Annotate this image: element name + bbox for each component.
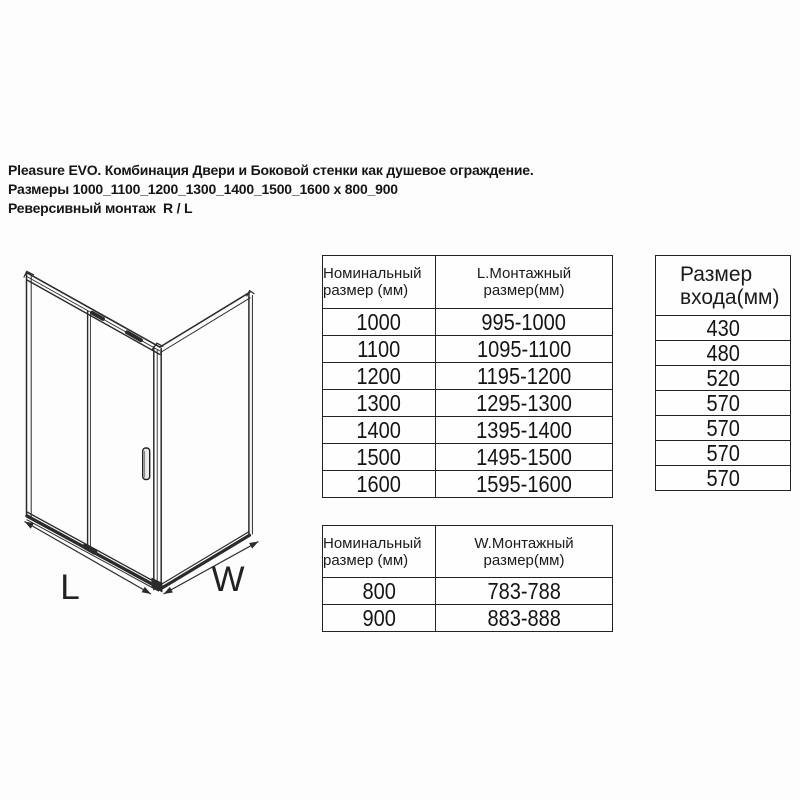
table-header-row — [323, 256, 613, 309]
header-line: W.Монтажный — [474, 534, 574, 552]
header-line: Номинальный — [323, 265, 422, 282]
table-row — [656, 391, 791, 416]
entry-size-table — [655, 255, 791, 491]
header-line: размер (мм) — [323, 282, 409, 299]
nominal-size-cell: 1600 — [323, 471, 436, 498]
table-row — [323, 309, 613, 336]
mounting-size-cell: 1495-1500 — [436, 444, 613, 471]
length-label: L — [60, 568, 80, 607]
page-header — [8, 161, 534, 218]
nominal-size-cell: 1100 — [323, 336, 436, 363]
entry-size-cell: 430 — [656, 316, 791, 341]
mounting-size-cell: 1395-1400 — [436, 417, 613, 444]
table-header-row — [323, 526, 613, 578]
side-panel — [160, 291, 254, 589]
header-line: Размер — [680, 262, 753, 286]
nominal-size-cell: 900 — [323, 605, 436, 632]
table-row — [656, 466, 791, 491]
mounting-size-cell: 995-1000 — [436, 309, 613, 336]
nominal-size-cell: 1300 — [323, 390, 436, 417]
mounting-size-cell: 1595-1600 — [436, 471, 613, 498]
door-handle — [143, 448, 150, 480]
table-row — [656, 416, 791, 441]
header-line: L.Монтажный — [476, 265, 572, 282]
entry-size-cell: 480 — [656, 341, 791, 366]
table-row — [323, 471, 613, 498]
nominal-size-header — [323, 526, 436, 578]
table-row — [656, 441, 791, 466]
entry-size-cell: 570 — [656, 466, 791, 491]
top-rail-lower — [27, 280, 160, 355]
nominal-size-cell: 800 — [323, 578, 436, 605]
shower-enclosure-diagram — [0, 250, 300, 610]
l-mounting-size-header — [436, 256, 613, 309]
title-line-3: Реверсивный монтаж R / L — [8, 200, 193, 216]
nominal-size-cell: 1400 — [323, 417, 436, 444]
side-top-rail-upper — [160, 292, 250, 347]
bottom-rail-lower — [27, 520, 159, 591]
entry-size-cell: 570 — [656, 416, 791, 441]
table-row — [656, 366, 791, 391]
mounting-size-cell: 1195-1200 — [436, 363, 613, 390]
top-rail-upper — [27, 273, 160, 347]
header-line: Номинальный — [323, 534, 422, 552]
mounting-size-cell: 1295-1300 — [436, 390, 613, 417]
title-line-1: Pleasure EVO. Комбинация Двери и Боковой стенки как душевое ограждение. — [8, 162, 534, 178]
header-line: размер(мм) — [483, 551, 565, 569]
side-right-cap — [247, 291, 254, 296]
l-dimensions-table — [322, 255, 613, 498]
mounting-size-cell: 883-888 — [436, 605, 613, 632]
front-door-unit — [24, 271, 163, 592]
bottom-rail-upper — [27, 512, 158, 584]
table-row — [323, 417, 613, 444]
w-dimensions-table — [322, 525, 613, 632]
nominal-size-cell: 1200 — [323, 363, 436, 390]
table-row — [323, 363, 613, 390]
table-row — [323, 390, 613, 417]
header-line: входа(мм) — [680, 285, 780, 309]
table-row — [323, 578, 613, 605]
table-row — [656, 316, 791, 341]
header-line: размер(мм) — [483, 282, 565, 299]
entry-size-cell: 520 — [656, 366, 791, 391]
nominal-size-cell: 1500 — [323, 444, 436, 471]
bottom-rail-thick — [27, 516, 158, 588]
mounting-size-cell: 1095-1100 — [436, 336, 613, 363]
nominal-size-cell: 1000 — [323, 309, 436, 336]
side-top-rail-lower — [161, 298, 251, 353]
entry-size-header — [656, 256, 791, 316]
table-row — [656, 341, 791, 366]
nominal-size-header — [323, 256, 436, 309]
table-row — [323, 444, 613, 471]
width-label: W — [211, 560, 245, 599]
table-row — [323, 605, 613, 632]
mounting-size-cell: 783-788 — [436, 578, 613, 605]
table-header-row — [656, 256, 791, 316]
entry-size-cell: 570 — [656, 441, 791, 466]
header-line: размер (мм) — [323, 551, 409, 569]
title-line-2: Размеры 1000_1100_1200_1300_1400_1500_1600 x 800_900 — [8, 181, 398, 197]
entry-size-cell: 570 — [656, 391, 791, 416]
table-row — [323, 336, 613, 363]
w-mounting-size-header — [436, 526, 613, 578]
